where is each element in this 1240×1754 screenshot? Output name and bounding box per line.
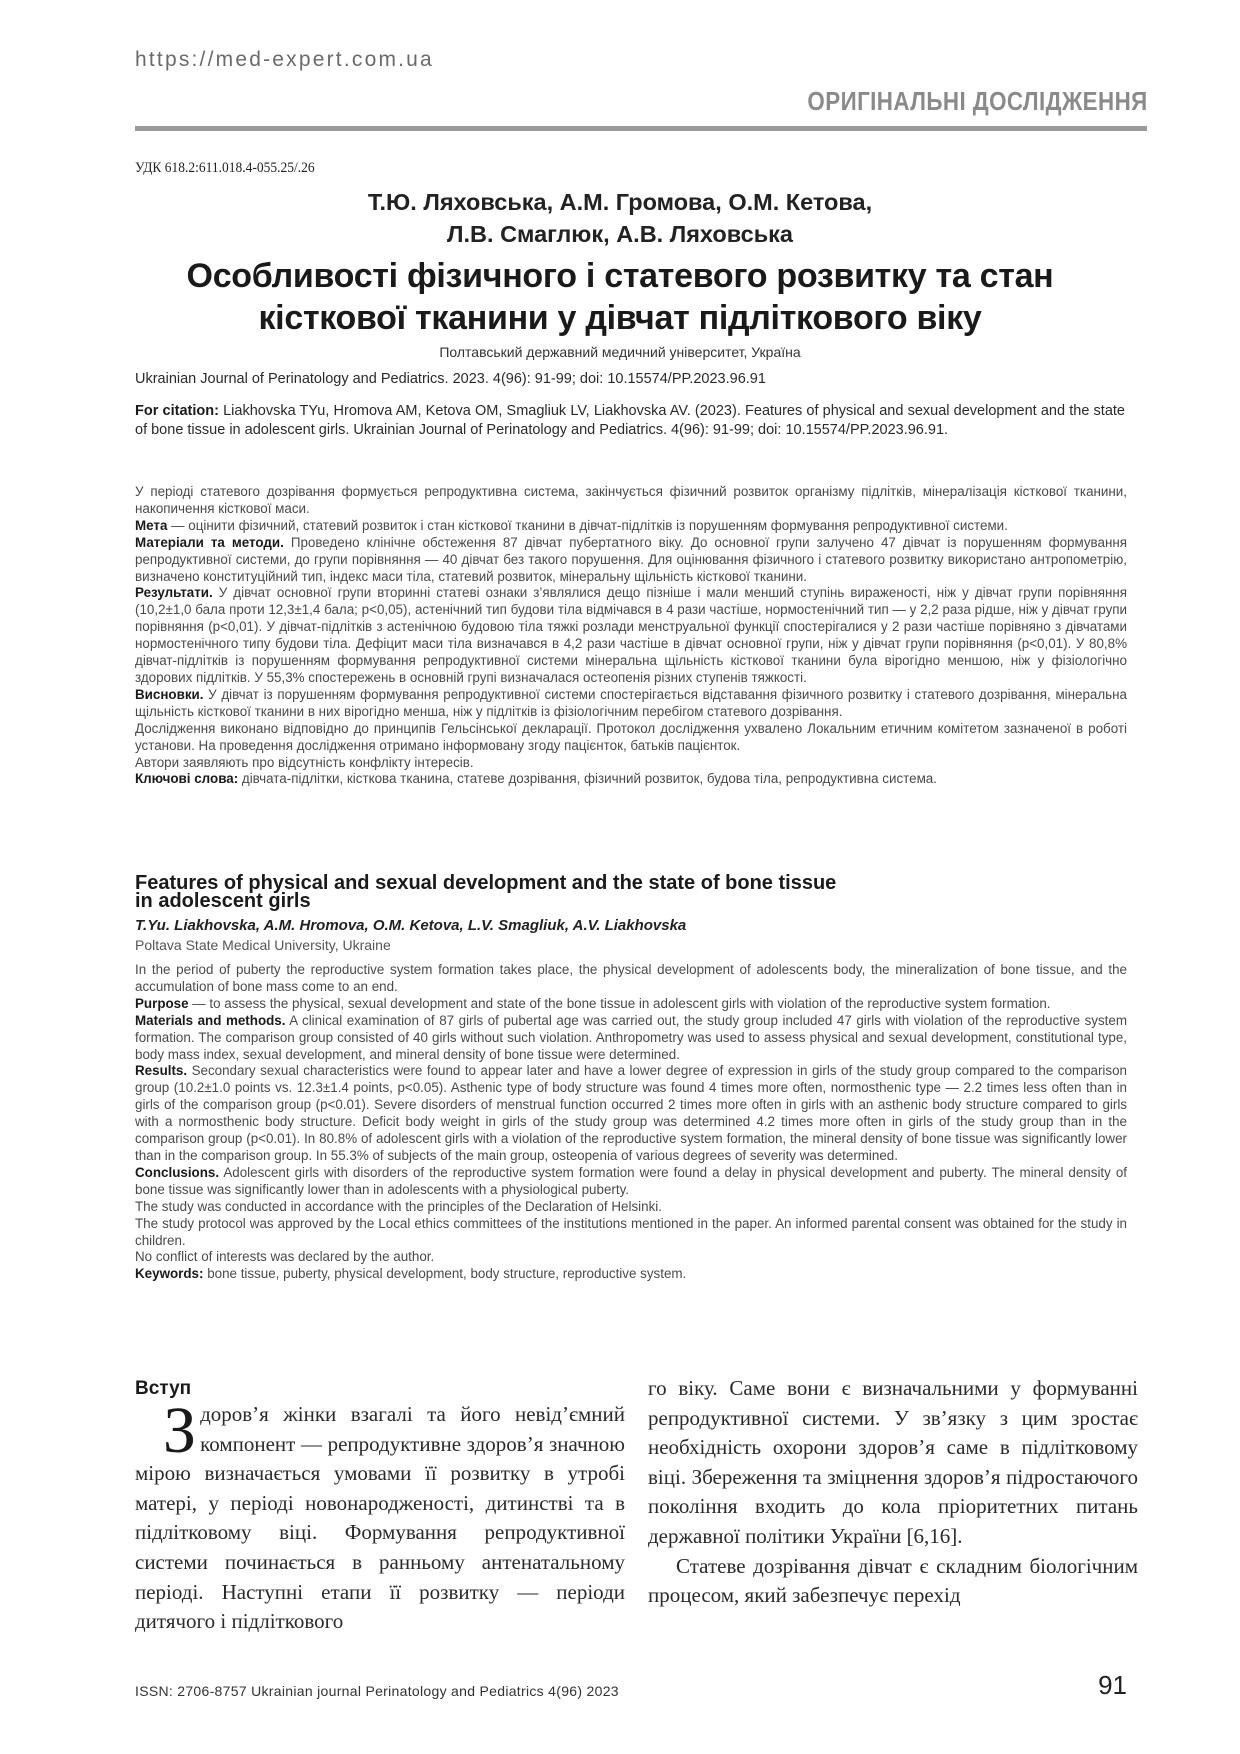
methods-text: Проведено клінічне обстеження 87 дівчат пубертатного віку. До основної групи залучено 47 дівчат із порушенням формування репродуктивної системи, до групи порівняння — 40 дівчат без такого порушення. Для оцінювання фізичного і статевого розвитку використано антропометрію, визначено конституційний тип, індекс маси тіла, статевий розвиток, мінеральну щільність кісткової тканини. bbox=[135, 534, 1127, 584]
results-label: Результати. bbox=[135, 585, 213, 601]
page-number: 91 bbox=[1098, 1670, 1127, 1700]
abstract-purpose bbox=[135, 518, 1127, 535]
abstract-keywords bbox=[135, 1266, 1127, 1283]
body-column-left bbox=[135, 1394, 625, 1637]
udc-code: УДК 618.2:611.018.4-055.25/.26 bbox=[135, 160, 315, 176]
affiliation-ua: Полтавський державний медичний університет, Україна bbox=[439, 344, 801, 360]
abstract-purpose bbox=[135, 996, 1127, 1013]
section-label: ОРИГІНАЛЬНІ ДОСЛІДЖЕННЯ bbox=[807, 86, 1148, 116]
abstract-keywords bbox=[135, 771, 1127, 788]
abstract-ethics-protocol: The study protocol was approved by the Local ethics committees of the institutions mentioned in the paper. An informed parental consent was obtained for the study in children. bbox=[135, 1215, 1127, 1248]
purpose-text: — to assess the physical, sexual development and state of the bone tissue in adolescent girls with violation of the reproductive system formation. bbox=[188, 995, 1051, 1011]
abstract-ethics: The study was conducted in accordance with the principles of the Declaration of Helsinki. bbox=[135, 1198, 662, 1214]
conclusions-label: Conclusions. bbox=[135, 1164, 220, 1180]
title-line: Features of physical and sexual development and the state of bone tissue bbox=[135, 872, 837, 894]
journal-reference: Ukrainian Journal of Perinatology and Pediatrics. 2023. 4(96): 91-99; doi: 10.15574/PP.2023.96.91 bbox=[135, 371, 766, 387]
abstract-intro: У періоді статевого дозрівання формується репродуктивна система, закінчується фізичний розвиток організму підлітків, мінералізація кісткової тканини, накопичення кісткової маси. bbox=[135, 484, 1127, 516]
article-title-ua bbox=[135, 255, 1105, 339]
intro-paragraph-text: доров’я жінки взагалі та його невід’ємний компонент — репродуктивне здоров’я значною мірою визначається умовами її розвитку в утробі матері, у періоді новонародженості, дитинстві та в підлітковому віці. Формування репродуктивної системи починається в ранньому антенатальному періоді. Наступні етапи її розвитку — періоди дитячого і підліткового bbox=[135, 1402, 625, 1634]
authors-en: T.Yu. Liakhovska, A.M. Hromova, O.M. Ketova, L.V. Smagliuk, A.V. Liakhovska bbox=[135, 917, 687, 934]
header-divider bbox=[135, 126, 1147, 131]
citation-block bbox=[135, 402, 1125, 440]
results-text: У дівчат основної групи вторинні статеві ознаки з’являлися дещо пізніше і мали менший ступінь вираженості, ніж у дівчат групи порівняння (10,2±1,0 бала проти 12,3±1,4 бала; p<0,05), астенічний тип будови тіла відмічався в 4 рази частіше, нормостенічний тип — у 2,2 раза рідше, ніж у дівчат групи порівняння (p<0,01). У дівчат-підлітків з астенічною будовою тіла тяжкі розлади менструальної функції спостерігалися у 2 рази частіше порівняно з дівчатами нормостенічного типу будови тіла. Дефіцит маси тіла визначався в 4,2 рази частіше в дівчат основної групи, ніж у дівчат групи порівняння (p<0,01). У 80,8% дівчат-підлітків із порушенням формування репродуктивної системи мінеральна щільність кісткової тканини була вірогідно меншою, ніж у фізіологічно здорових підлітків. У 55,3% спостережень в основній групі визначалася остеопенія різних ступенів тяжкості. bbox=[135, 585, 1127, 685]
title-line: Особливості фізичного і статевого розвитку та стан bbox=[186, 257, 1054, 295]
abstract-intro: In the period of puberty the reproductive system formation takes place, the physical development of adolescents body, the mineralization of bone tissue, and the accumulation of bone mass come to an end. bbox=[135, 962, 1127, 994]
site-url[interactable]: https://med-expert.com.ua bbox=[135, 48, 434, 71]
abstract-conflict: Автори заявляють про відсутність конфлікту інтересів. bbox=[135, 754, 474, 770]
abstract-conclusions bbox=[135, 687, 1127, 721]
authors-line: Л.В. Смаглюк, А.В. Ляховська bbox=[447, 221, 793, 247]
abstract-conclusions bbox=[135, 1165, 1127, 1199]
abstract-ua bbox=[135, 484, 1127, 788]
section-heading-intro: Вступ bbox=[135, 1378, 192, 1399]
abstract-methods bbox=[135, 1013, 1127, 1064]
body-column-right bbox=[648, 1374, 1138, 1611]
results-text: Secondary sexual characteristics were found to appear later and have a lower degree of expression in girls of the study group compared to the comparison group (10.2±1.0 points vs. 12.3±1.4 points, p<0.05). Asthenic type of body structure was found 4 times more often, normosthenic type — 2.2 times less often than in girls of the comparison group (p<0.01). Severe disorders of menstrual function occurred 2 times more often in girls with an asthenic body structure compared to girls with a normosthenic body structure. Deficit body weight in girls of the study group was determined 4.2 times more often in girls of the study group than in the comparison group (p<0.01). In 80.8% of adolescent girls with a violation of the reproductive system formation, the mineral density of bone tissue was significantly lower than in the comparison group. In 55.3% of subjects of the main group, osteopenia of various degrees of severity was determined. bbox=[135, 1063, 1127, 1163]
abstract-results bbox=[135, 1063, 1127, 1164]
title-line: кісткової тканини у дівчат підліткового віку bbox=[258, 299, 982, 337]
abstract-results bbox=[135, 585, 1127, 686]
keywords-label: Keywords: bbox=[135, 1266, 204, 1282]
citation-label: For citation: bbox=[135, 403, 219, 419]
methods-text: A clinical examination of 87 girls of pubertal age was carried out, the study group included 47 girls with violation of the reproductive system formation. The comparison group consisted of 40 girls without such violation. Anthropometry was used to assess physical and sexual development, constitutional type, body mass index, sexual development, and mineral density of bone tissue were determined. bbox=[135, 1012, 1127, 1062]
affiliation-en: Poltava State Medical University, Ukraine bbox=[135, 937, 391, 953]
conclusions-text: Adolescent girls with disorders of the reproductive system formation were found a delay in physical development and puberty. The mineral density of bone tissue was significantly lower than in adolescents with a physiological puberty. bbox=[135, 1164, 1127, 1197]
abstract-en bbox=[135, 962, 1127, 1283]
intro-paragraph bbox=[135, 1394, 625, 1637]
abstract-conflict: No conflict of interests was declared by the author. bbox=[135, 1249, 435, 1265]
conclusions-label: Висновки. bbox=[135, 686, 204, 702]
purpose-text: — оцінити фізичний, статевий розвиток і стан кісткової тканини в дівчат-підлітків із порушенням формування репродуктивної системи. bbox=[167, 517, 1008, 533]
citation-text: Liakhovska TYu, Hromova AM, Ketova OM, Smagliuk LV, Liakhovska AV. (2023). Features of physical and sexual development and the state of bone tissue in adolescent girls. Ukrainian Journal of Perinatology and Pediatrics. 4(96): 91-99; doi: 10.15574/PP.2023.96.91. bbox=[135, 403, 1125, 438]
title-line: in adolescent girls bbox=[135, 890, 311, 912]
abstract-ethics: Дослідження виконано відповідно до принципів Гельсінської декларації. Протокол дослідження ухвалено Локальним етичним комітетом зазначеної в роботі установи. На проведення дослідження отримано інформовану згоду пацієнток, батьків пацієнток. bbox=[135, 720, 1127, 753]
keywords-text: bone tissue, puberty, physical development, body structure, reproductive system. bbox=[203, 1266, 687, 1282]
purpose-label: Мета bbox=[135, 517, 168, 533]
intro-paragraph-continued: го віку. Саме вони є визначальними у формуванні репродуктивної системи. У зв’язку з цим зростає необхідність охорони здоров’я саме в підлітковому віці. Збереження та зміцнення здоров’я підростаючого покоління входить до кола пріоритетних питань державної політики України [6,16]. bbox=[648, 1376, 1138, 1548]
keywords-label: Ключові слова: bbox=[135, 771, 239, 787]
results-label: Results. bbox=[135, 1063, 188, 1079]
footer-issn: ISSN: 2706-8757 Ukrainian journal Perinatology and Pediatrics 4(96) 2023 bbox=[135, 1683, 619, 1699]
drop-cap: З bbox=[163, 1394, 197, 1467]
purpose-label: Purpose bbox=[135, 995, 189, 1011]
intro-paragraph-2: Статеве дозрівання дівчат є складним біологічним процесом, який забезпечує перехід bbox=[648, 1553, 1138, 1608]
authors-ua bbox=[135, 186, 1105, 250]
article-title-en bbox=[135, 874, 1035, 910]
abstract-methods bbox=[135, 535, 1127, 586]
keywords-text: дівчата-підлітки, кісткова тканина, статеве дозрівання, фізичний розвиток, будова тіла, репродуктивна система. bbox=[238, 771, 937, 787]
conclusions-text: У дівчат із порушенням формування репродуктивної системи спостерігається відставання фізичного розвитку і статевого дозрівання, мінеральна щільність кісткової тканини в них вірогідно менша, ніж у підлітків із фізіологічним перебігом статевого дозрівання. bbox=[135, 686, 1127, 719]
methods-label: Materials and methods. bbox=[135, 1012, 286, 1028]
methods-label: Матеріали та методи. bbox=[135, 534, 284, 550]
authors-line: Т.Ю. Ляховська, А.М. Громова, О.М. Кетова, bbox=[367, 189, 873, 215]
